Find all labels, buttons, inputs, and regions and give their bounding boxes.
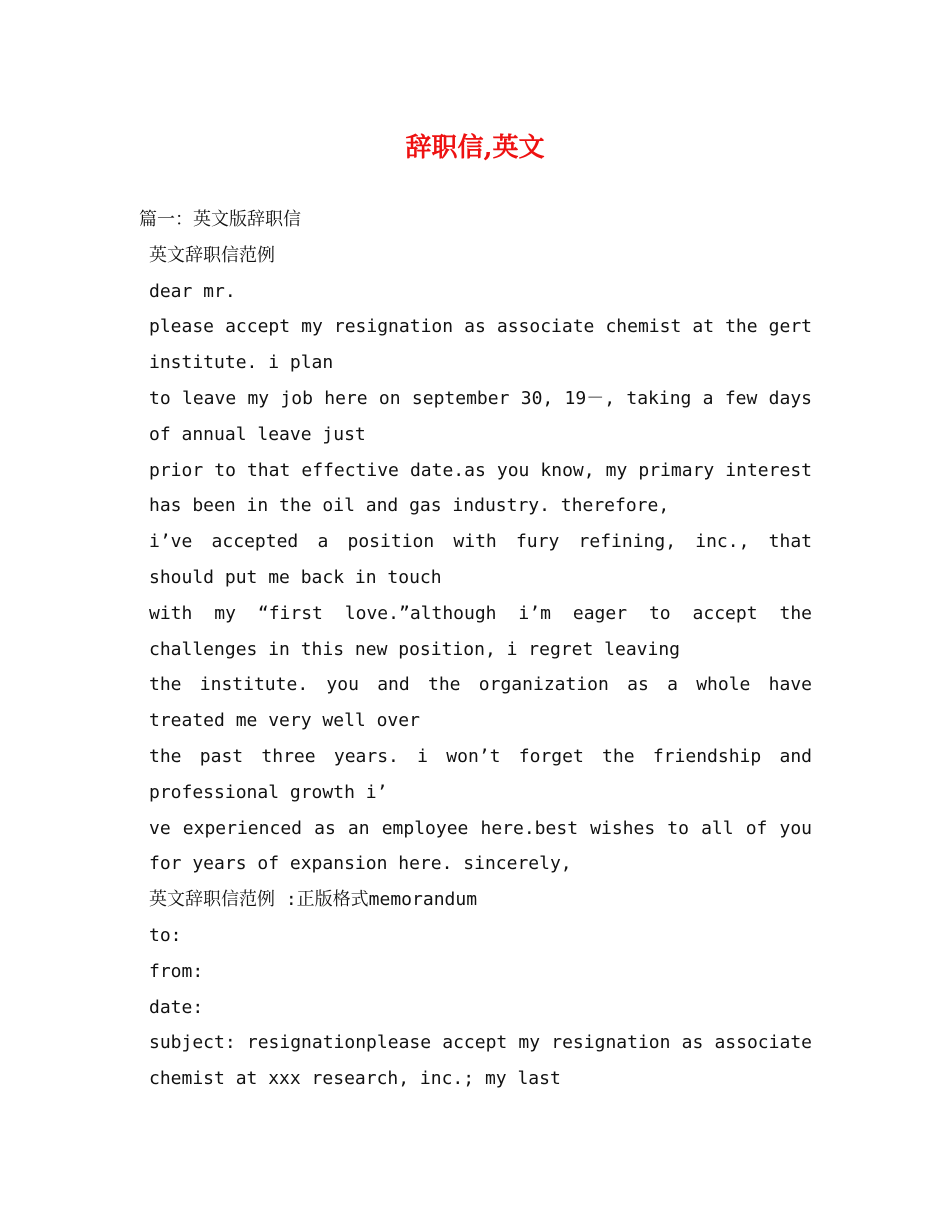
document-title: 辞职信,英文: [405, 133, 545, 163]
paragraph: please accept my resignation as associate chemist at the gert institute. i plan: [149, 316, 812, 374]
memo-field-date: date:: [149, 996, 204, 1018]
memo-field-from: from:: [149, 960, 204, 982]
paragraph: dear mr.: [149, 280, 236, 302]
paragraph: to leave my job here on september 30, 19－, taking a few days of annual leave just: [149, 387, 812, 445]
section-heading: 英文辞职信范例 :正版格式memorandum: [149, 889, 478, 911]
document-body: [139, 202, 812, 1097]
paragraph: the past three years. i won’t forget the friendship and professional growth i’: [149, 745, 812, 803]
paragraph: ve experienced as an employee here.best wishes to all of you for years of expansion here. sincerely,: [149, 817, 812, 875]
memo-field-to: to:: [149, 924, 182, 946]
paragraph: prior to that effective date.as you know, my primary interest has been in the oil and gas industry. therefore,: [149, 459, 812, 517]
paragraph: with my “first love.”although i’m eager to accept the challenges in this new position, i regret leaving: [149, 602, 812, 660]
paragraph: the institute. you and the organization as a whole have treated me very well over: [149, 674, 812, 732]
section-heading: 篇一：英文版辞职信: [139, 209, 301, 230]
paragraph: i’ve accepted a position with fury refining, inc., that should put me back in touch: [149, 531, 812, 588]
memo-field-subject: subject: resignationplease accept my resignation as associate chemist at xxx research, inc.; my last: [149, 1032, 812, 1090]
paragraph: 英文辞职信范例: [149, 244, 275, 266]
